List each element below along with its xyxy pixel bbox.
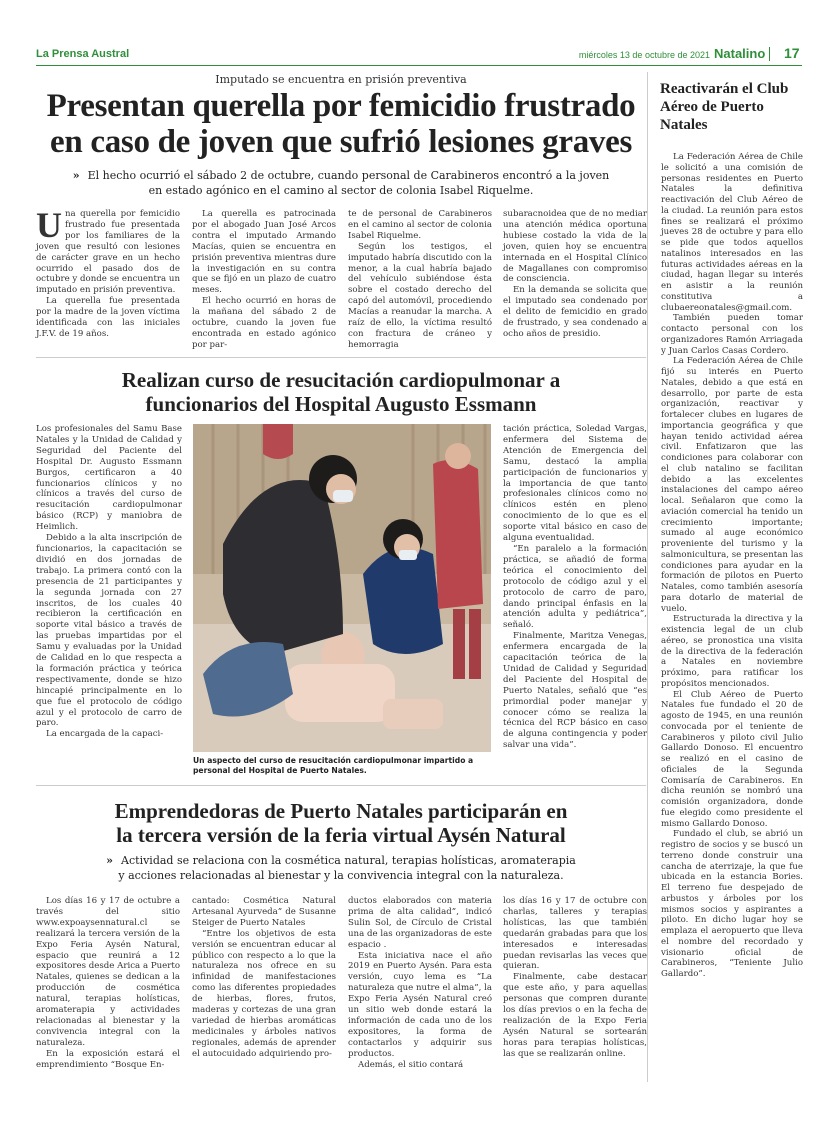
section-name: Natalino <box>714 46 766 61</box>
article3-column-3: ductos elaborados con materia prima de alta calidad”, indicó Sulin Sol, de Círculo de Cristal una de las organizadoras de este espacio . Esta iniciativa nace el año 2019 en Puerto Aysén. Para esta versión, cuyo lema es “La naturaleza que nutre el alma”, la Expo Feria Aysén Natural creó un sitio web donde estará la información de cada uno de los expositores, la forma de contactarlos y adquirir sus productos. Además, el sitio contará <box>348 896 492 1070</box>
article1-kicker: Imputado se encuentra en prisión preventiva <box>215 73 467 86</box>
header-divider <box>769 47 770 61</box>
article2-column-1: Los profesionales del Samu Base Natales y la Unidad de Calidad y Seguridad del Paciente del Hospital Dr. Augusto Essmann Burgos, certificaron a 40 funcionarios clínicos y no clínicos a través del curso de resucitación cardiopulmonar básico (RCP) y maniobra de Heimlich. Debido a la alta inscripción de funcionarios, la capacitación se dividió en dos jornadas de trabajo. La primera contó con la presencia de 21 participantes y la segunda jornada con 27 inscritos, de los cuales 40 recibieron la certificación en soporte vital básico a través de las pruebas impartidas por el Samu y evaluadas por la Unidad de Calidad en lo que respecta a la formación práctica y teórica respectivamente, donde se hizo hincapié principalmente en lo que fue el protocolo de código azul y el protocolo de carro de paro. La encargada de la capaci- <box>36 424 182 740</box>
issue-date: miércoles 13 de octubre de 2021 <box>578 50 710 60</box>
header-rule <box>36 65 802 66</box>
article2-headline: Realizan curso de resucitación cardiopulmonar a funcionarios del Hospital Augusto Essmann <box>121 368 561 416</box>
newspaper-brand: La Prensa Austral <box>36 48 130 60</box>
article3-column-2: cantado: Cosmética Natural Artesanal Ayurveda” de Susanne Steiger de Puerto Natales “Entre los objetivos de esta versión se encuentran educar al público con respecto a lo que la naturaleza nos ofrece en su infinidad de manifestaciones como las diferentes propiedades de hierbas, flores, frutos, maderas y cortezas de una gran variedad de hierbas aromáticas medicinales y árboles nativos regionales, además de aprender el autocuidado adquiriendo pro- <box>192 896 336 1059</box>
sidebar-body: La Federación Aérea de Chile le solicitó a una comisión de personas residentes en Puerto Natales la definitiva reactivación del Club Aéreo de la ciudad. La reunión para estos fines se realizará el próximo jueves 28 de octubre y para ello se pide que todos aquellos natalinos interesados en las futuras actividades aéreas en la ciudad, hagan llegar su interés en asistir a la reunión constitutiva a clubaereonatales@gmail.com. También pueden tomar contacto personal con los organizadores Ramón Arriagada y Juan Carlos Casas Cordero. La Federación Aérea de Chile fijó su interés en Puerto Natales, debido a que está en desarrollo, por parte de esta organización, reactivar y fortalecer clubes en lugares de importancia geográfica y que hayan tenido actividad aérea civil. Enfatizaron que las condiciones para colaborar con el club natalino se facilitan debido a las excelentes instalaciones del campo aéreo local. Señalaron que como la aviación comercial ha tenido un crecimiento importante; sumado al auge económico proveniente del turismo y la salmonicultura, se presentan las condiciones para ayudar en la formación de pilotos en Puerto Natales, como también asesoría para dotarlo de material de vuelo. Estructurada la directiva y la existencia legal de un club aéreo, se pronostica una visita de la directiva de la federación a Natales en noviembre próximo, para ratificar los propósitos mencionados. El Club Aéreo de Puerto Natales fue fundado el 20 de agosto de 1945, en una reunión convocada por el teniente de Carabineros y piloto civil Julio Gallardo Donoso. El encuentro se realizó en el casino de oficiales de la Segunda Comisaría de Carabineros. En dicha reunión se nombró una comisión organizadora, donde fue elegido como presidente el mismo Gallardo Donoso. Fundado el club, se abrió un registro de socios y se buscó un terreno donde construir una cancha de aterrizaje, la que fue ubicada en la estancia Bories. El terreno fue despejado de arbustos y árboles por los mismos socios y aspirantes a piloto. En dicho lugar hoy se emplaza el aeropuerto que lleva el nombre del recordado y visionario oficial de Carabineros, “Teniente Julio Gallardo”. <box>661 152 803 979</box>
article1-column-3: te de personal de Carabineros en el camino al sector de colonia Isabel Riquelme. Según los testigos, el imputado habría discutido con la menor, a la cual habría bajado del vehículo subiéndose ésta sobre el costado derecho del capó del automóvil, procediendo Macías a reanudar la marcha. A raíz de ello, la víctima resultó con fractura de cráneo y hemorragia <box>348 209 492 350</box>
article3-subhead: » Actividad se relaciona con la cosmética natural, terapias holísticas, aromaterapia y acciones relacionadas al bienestar y la convivencia integral con la naturaleza. <box>106 854 576 882</box>
drop-cap: U <box>36 205 62 245</box>
article1-column-1: Una querella por femicidio frustrado fue presentada por los familiares de la joven que resultó con lesiones de carácter grave en un hecho ocurrido el pasado dos de octubre y donde se encuentra un imputado en prisión preventiva. La querella fue presentada por la madre de la joven víctima identificada con las iniciales J.F.V. de 19 años. <box>36 205 180 339</box>
article1-subhead <box>36 168 646 198</box>
sidebar-divider <box>647 72 648 1082</box>
cpr-training-illustration <box>193 424 491 752</box>
article1-headline-line1: Presentan querella por femicidio frustrado <box>46 88 636 124</box>
article-separator <box>36 785 646 786</box>
article3-headline: Emprendedoras de Puerto Natales participarán en la tercera versión de la feria virtual Aysén Natural <box>114 799 568 847</box>
sidebar-headline: Reactivarán el Club Aéreo de Puerto Natales <box>660 81 789 133</box>
article1-column-4: subaracnoidea que de no mediar una atención médica oportuna hubiese costado la vida de la joven, quien hoy se encuentra internada en el Hospital Clínico de Magallanes con compromiso de consciencia. En la demanda se solicita que el imputado sea condenado por el delito de femicidio en grado de frustrado, y sea condenado a ocho años de presidio. <box>503 209 647 339</box>
article1-headline-line2: en caso de joven que sufrió lesiones graves <box>50 124 632 160</box>
article1-subhead-line1: El hecho ocurrió el sábado 2 de octubre, cuando personal de Carabineros encontró a la joven <box>87 169 610 182</box>
page-number: 17 <box>784 45 800 61</box>
article1-headline <box>36 88 646 160</box>
article2-column-3: tación práctica, Soledad Vargas, enfermera del Sistema de Atención de Emergencia del Samu, destacó la amplia participación de funcionarios y la importancia de que tanto profesionales clínicos como no clínicos estén en pleno conocimiento de lo que es el soporte vital básico en caso de alguna eventualidad. “En paralelo a la formación práctica, se añadió de forma teórica el conocimiento del protocolo de código azul y el protocolo de carro de paro, dando principal énfasis en la atención adulta y pediátrica”, señaló. Finalmente, Maritza Venegas, enfermera encargada de la capacitación teórica de la Unidad de Calidad y Seguridad del Paciente del Hospital de Puerto Natales, señaló que “es primordial poder manejar y conocer cómo se realiza la técnica del RCP básico en caso de alguna contingencia y poder salvar una vida”. <box>503 424 647 751</box>
article3-column-4: los días 16 y 17 de octubre con charlas, talleres y terapias holísticas, las que también quedarán grabadas para que los interesados e interesadas puedan revisarlas las veces que quieran. Finalmente, cabe destacar que este año, y para aquellas personas que compren durante los días previos o en la fecha de realización de la Expo Feria Aysén Natural se sortearán horas para terapias holísticas, las que se realizarán online. <box>503 896 647 1059</box>
double-chevron-right-icon: » <box>72 169 80 182</box>
training-photo <box>193 424 491 752</box>
article-separator <box>36 357 646 358</box>
article1-column-2: La querella es patrocinada por el abogado Juan José Arcos contra el imputado Armando Macías, quien se encuentra en prisión preventiva mientras dure la investigación en su contra que se fijó en un plazo de cuatro meses. El hecho ocurrió en horas de la mañana del sábado 2 de octubre, cuando la joven fue encontrada en estado agónico por par- <box>192 209 336 350</box>
double-chevron-right-icon: » <box>106 854 114 867</box>
photo-caption: Un aspecto del curso de resucitación cardiopulmonar impartido a personal del Hospital de Puerto Natales. <box>193 756 474 775</box>
article1-subhead-line2: en estado agónico en el camino al sector de colonia Isabel Riquelme. <box>148 184 534 197</box>
article3-column-1: Los días 16 y 17 de octubre a través del sitio www.expoaysennatural.cl se realizará la tercera versión de la Expo Feria Aysén Natural, espacio que reunirá a 12 expositores desde Arica a Puerto Natales, quienes se dedican a la producción de cosmética natural, terapias holísticas, aromaterapia y actividades relacionadas al bienestar y la convivencia integral con la naturaleza. En la exposición estará el emprendimiento “Bosque En- <box>36 896 180 1070</box>
